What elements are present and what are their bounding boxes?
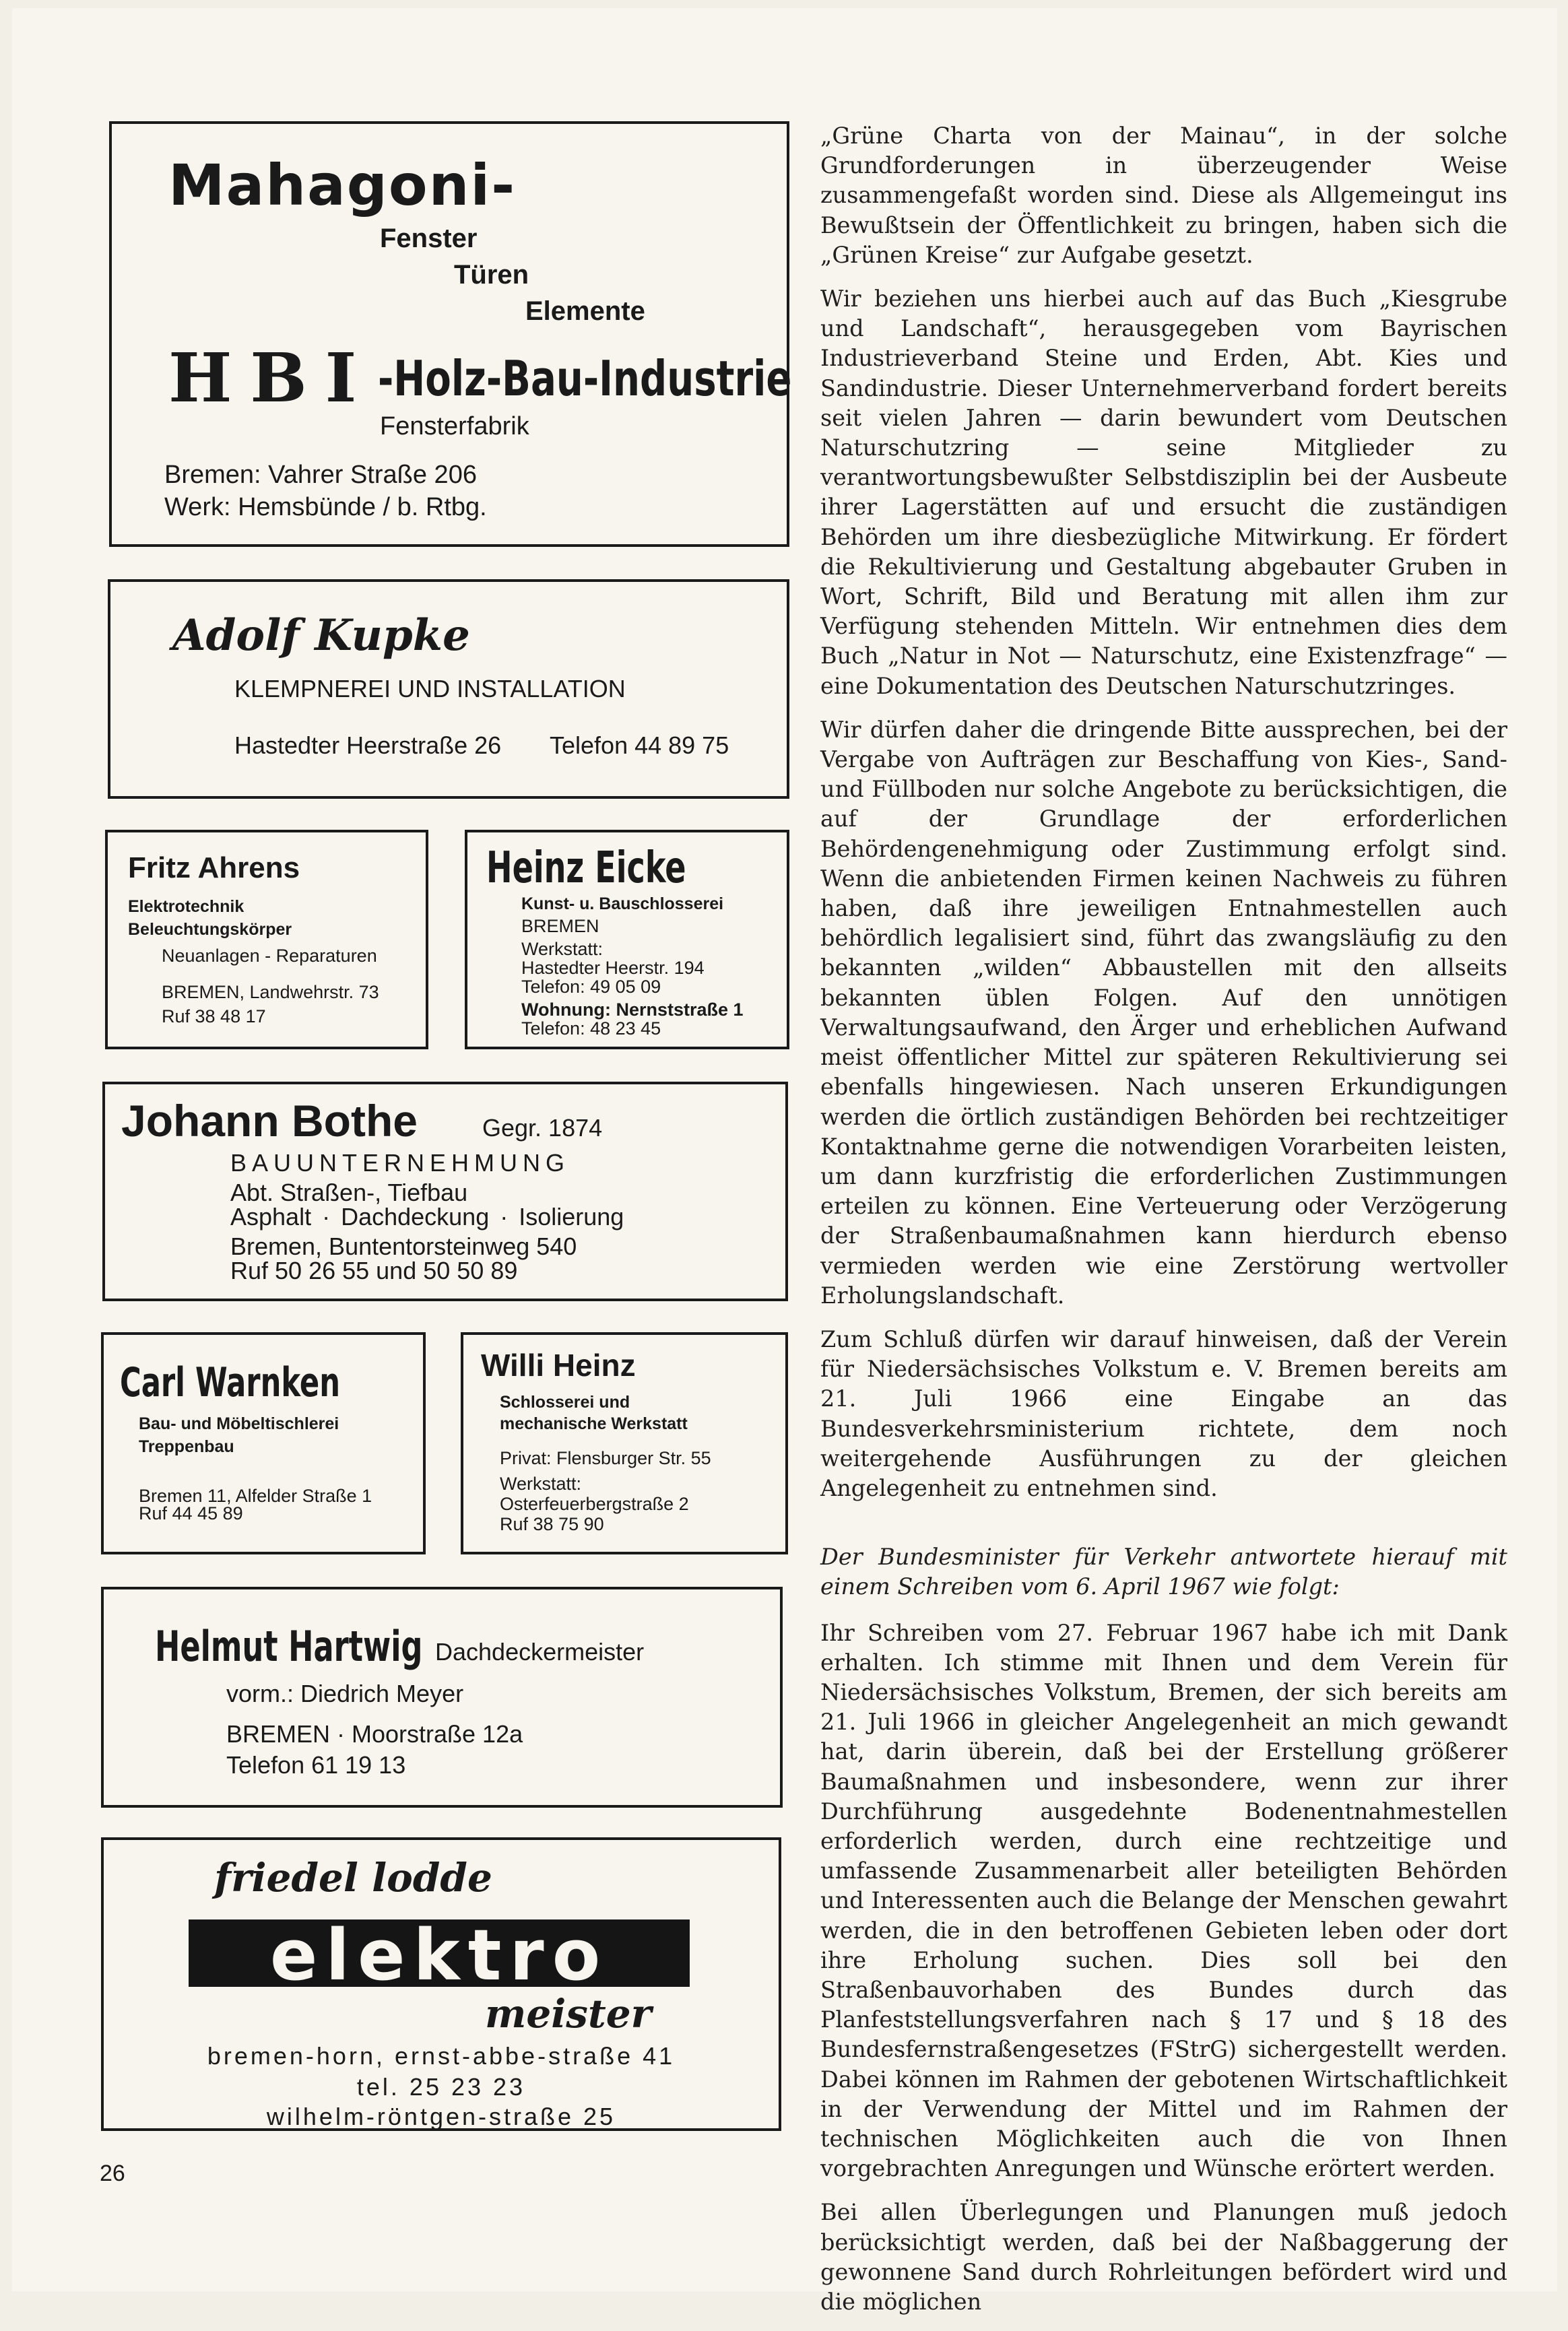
article-paragraph: Zum Schluß dürfen wir darauf hinweisen, daß der Verein für Niedersächsisches Volkstum e. V. Bremen bereits am 21. Juli 1966 eine Eingabe an das Bundesverkehrsministerium richtete, dem noch weitergehende Ausführungen zu der gleichen Angelegenheit zu entnehmen sind. — [820, 1325, 1507, 1501]
ad-lodde — [101, 1837, 781, 2131]
ad-hartwig-l3: Telefon 61 19 13 — [226, 1751, 406, 1779]
ad-bothe-l5: Ruf 50 26 55 und 50 50 89 — [230, 1257, 518, 1284]
ad-eicke-l3: Werkstatt: — [521, 939, 603, 959]
ad-hartwig-title: Dachdeckermeister — [435, 1638, 645, 1666]
ad-hartwig-name: Helmut Hartwig — [155, 1622, 423, 1671]
ad-willi-l5: Osterfeuerbergstraße 2 — [500, 1494, 689, 1514]
ad-hbi-line2: Türen — [454, 260, 529, 290]
ad-willi-l3: Privat: Flensburger Str. 55 — [500, 1448, 711, 1468]
article-paragraph: Ihr Schreiben vom 27. Februar 1967 habe ich mit Dank erhalten. Ich stimme mit Ihnen und dem Verein für Niedersächsisches Volkstum, Bremen, der sich bereits am 21. Juli 1966 in gleicher Angelegenheit an mich gewandt hat, darin überein, daß bei der Erstellung größerer Baumaßnahmen und insbesondere, wenn zur ihrer Durchführung ausgedehnte Bodenentnahmestellen erforderlich werden, durch eine rechtzeitige und umfassende Zusammenarbeit aller beteiligten Behörden und Interessenten auch die Belange der Menschen gewahrt werden, die in den betroffenen Gebieten leben oder dort ihre Erholung suchen. Dies soll bei den Straßenbauvorhaben des Bundes durch das Planfeststellungsverfahren nach § 17 und § 18 des Bundesfernstraßengesetzes (FStrG) sichergestellt werden. Dabei können im Rahmen der gebotenen Wirtschaftlichkeit in der Verwendung der Mittel und im Rahmen der technischen Möglichkeiten auch die von Ihnen vorgebrachten Anregungen und Wünsche erörtert werden. — [820, 1619, 1507, 2182]
ad-warnken-name: Carl Warnken — [120, 1359, 340, 1406]
ad-kupke — [108, 579, 789, 799]
ad-bothe-l4: Bremen, Buntentorsteinweg 540 — [230, 1233, 577, 1260]
ad-warnken — [101, 1332, 426, 1554]
ad-willi-heinz — [461, 1332, 788, 1554]
ad-ahrens-l5: Ruf 38 48 17 — [162, 1006, 266, 1026]
article-intro-italic: Der Bundesminister für Verkehr antwortete hierauf mit einem Schreiben vom 6. April 1967 wie folgt: — [820, 1544, 1507, 1600]
ad-warnken-l2: Treppenbau — [139, 1437, 234, 1456]
ad-lodde-script-top: friedel lodde — [214, 1855, 492, 1901]
ad-hbi-line1: Fenster — [380, 224, 478, 253]
ad-hbi-line3: Elemente — [525, 296, 645, 326]
ad-eicke-l5: Telefon: 49 05 09 — [521, 977, 661, 997]
ad-eicke — [465, 830, 789, 1049]
ad-hbi-addr1: Bremen: Vahrer Straße 206 — [164, 461, 477, 489]
ad-hbi-headline: Mahagoni- — [168, 152, 517, 218]
ad-eicke-l1: Kunst- u. Bauschlosserei — [521, 894, 724, 913]
ad-warnken-l4: Ruf 44 45 89 — [139, 1503, 243, 1523]
ad-warnken-l3: Bremen 11, Alfelder Straße 1 — [139, 1486, 372, 1506]
ad-ahrens-l3: Neuanlagen - Reparaturen — [162, 946, 377, 966]
ad-hbi-addr2: Werk: Hemsbünde / b. Rtbg. — [164, 493, 487, 521]
ad-hbi — [109, 121, 792, 547]
ad-warnken-l1: Bau- und Möbeltischlerei — [139, 1414, 339, 1433]
ad-lodde-l2: tel. 25 23 23 — [356, 2073, 526, 2101]
ad-kupke-address: Hastedter Heerstraße 26 — [234, 731, 502, 759]
ad-eicke-l4: Hastedter Heerstr. 194 — [521, 958, 705, 978]
ad-kupke-name: Adolf Kupke — [172, 610, 470, 661]
ad-willi-l2: mechanische Werkstatt — [500, 1414, 688, 1433]
ad-eicke-l7: Telefon: 48 23 45 — [521, 1018, 661, 1039]
ad-hbi-brand: H B I — [168, 338, 354, 418]
ad-bothe-l2: Abt. Straßen-, Tiefbau — [230, 1179, 468, 1206]
ad-ahrens-l4: BREMEN, Landwehrstr. 73 — [162, 982, 379, 1002]
ad-ahrens — [105, 830, 428, 1049]
ad-kupke-phone: Telefon 44 89 75 — [550, 731, 729, 759]
article-paragraph: Wir dürfen daher die dringende Bitte aussprechen, bei der Vergabe von Aufträgen zur Beschaffung von Kies-, Sand- und Füllboden nur solche Angebote zu berücksichtigen, die auf der Grundlage der erforderlichen Behördengenehmigung oder Zustimmung erfolgt sind. Wenn die anbietenden Firmen keinen Nachweis zu führen haben, daß ihre jeweiligen Entnahmestellen auch behördlich legalisiert sind, führt das zwangsläufig zu den bekannten „wilden“ Abbaustellen mit den allseits bekannten üblen Folgen. Auf den unnötigen Verwaltungsaufwand, den Ärger und erheblichen Aufwand meist öffentlicher Mittel zur späteren Rekultivierung sei ebenfalls hingewiesen. Nach unseren Erkundigungen werden die örtlich zuständigen Behörden bei rechtzeitiger Kontaktnahme gerne die notwendigen Vorarbeiten leisten, um dann kurzfristig die erforderlichen Zustimmungen erteilen zu können. Eine Verteuerung oder Verzögerung der Straßenbaumaßnahmen kann hierdurch ebenso vermieden werden wie eine Zerstörung wertvoller Erholungslandschaft. — [820, 716, 1507, 1309]
article-paragraph: „Grüne Charta von der Mainau“, in der solche Grundforderungen in überzeugender Weise zusammengefaßt worden sind. Diese als Allgemeingut ins Bewußtsein der Öffentlichkeit zu bringen, haben sich die „Grünen Kreise“ zur Aufgabe gesetzt. — [820, 123, 1507, 268]
ad-lodde-l3: wilhelm-röntgen-straße 25 — [266, 2103, 616, 2130]
article-column — [820, 121, 1507, 2331]
ad-bothe-name: Johann Bothe — [121, 1096, 418, 1146]
ad-kupke-trade: KLEMPNEREI UND INSTALLATION — [234, 675, 626, 702]
elektro-logo — [189, 1914, 690, 1996]
ad-bothe — [102, 1082, 788, 1301]
ad-bothe-l3: Asphalt · Dachdeckung · Isolierung — [230, 1203, 624, 1230]
ad-hartwig-l1: vorm.: Diedrich Meyer — [226, 1680, 464, 1707]
ad-bothe-l1: BAUUNTERNEHMUNG — [230, 1149, 570, 1177]
ad-ahrens-l2: Beleuchtungskörper — [128, 920, 292, 939]
page-number: 26 — [100, 2161, 125, 2186]
ad-willi-l6: Ruf 38 75 90 — [500, 1514, 604, 1534]
ad-eicke-name: Heinz Eicke — [486, 843, 686, 893]
ad-willi-l1: Schlosserei und — [500, 1393, 630, 1412]
article-paragraph: Wir beziehen uns hierbei auch auf das Buch „Kiesgrube und Landschaft“, herausgegeben vom Bayrischen Industrieverband Steine und Erden, Abt. Kies und Sandindustrie. Dieser Unternehmerverband fordert bereits seit vielen Jahren — darin bewundert vom Deutschen Naturschutzring — seine Mitglieder zu verantwortungsbewußter Selbstdisziplin bei der Ausbeute ihrer Lagerstätten auf und ersucht die zuständigen Behörden um ihre diesbezügliche Mitwirkung. Er fördert die Rekultivierung und Gestaltung abgebauter Gruben in Wort, Schrift, Bild und Beratung mit allen ihm zur Verfügung stehenden Mitteln. Wir entnehmen dies dem Buch „Natur in Not — Naturschutz, eine Existenzfrage“ — eine Dokumentation des Deutschen Naturschutzringes. — [820, 286, 1507, 699]
ad-lodde-logo: elektro — [269, 1914, 609, 1996]
ad-bothe-founded: Gegr. 1874 — [482, 1114, 603, 1142]
ad-ahrens-name: Fritz Ahrens — [128, 851, 300, 884]
ad-lodde-script-bottom: meister — [485, 1991, 652, 2037]
ad-willi-name: Willi Heinz — [481, 1348, 636, 1383]
ad-willi-l4: Werkstatt: — [500, 1474, 582, 1494]
ad-hbi-brand-rest: -Holz-Bau-Industrie — [378, 350, 792, 407]
ad-eicke-l6: Wohnung: Nernststraße 1 — [521, 999, 744, 1020]
ad-hartwig — [101, 1587, 783, 1808]
ad-lodde-l1: bremen-horn, ernst-abbe-straße 41 — [207, 2042, 676, 2070]
ad-ahrens-l1: Elektrotechnik — [128, 897, 244, 916]
ad-eicke-l2: BREMEN — [521, 916, 599, 936]
ad-hbi-sub: Fensterfabrik — [380, 412, 529, 440]
article-paragraph: Bei allen Überlegungen und Planungen muß jedoch berücksichtigt werden, daß bei der Naßbaggerung der gewonnene Sand durch Rohrleitungen befördert wird und die möglichen — [820, 2199, 1507, 2316]
ad-hartwig-l2: BREMEN · Moorstraße 12a — [226, 1720, 523, 1748]
